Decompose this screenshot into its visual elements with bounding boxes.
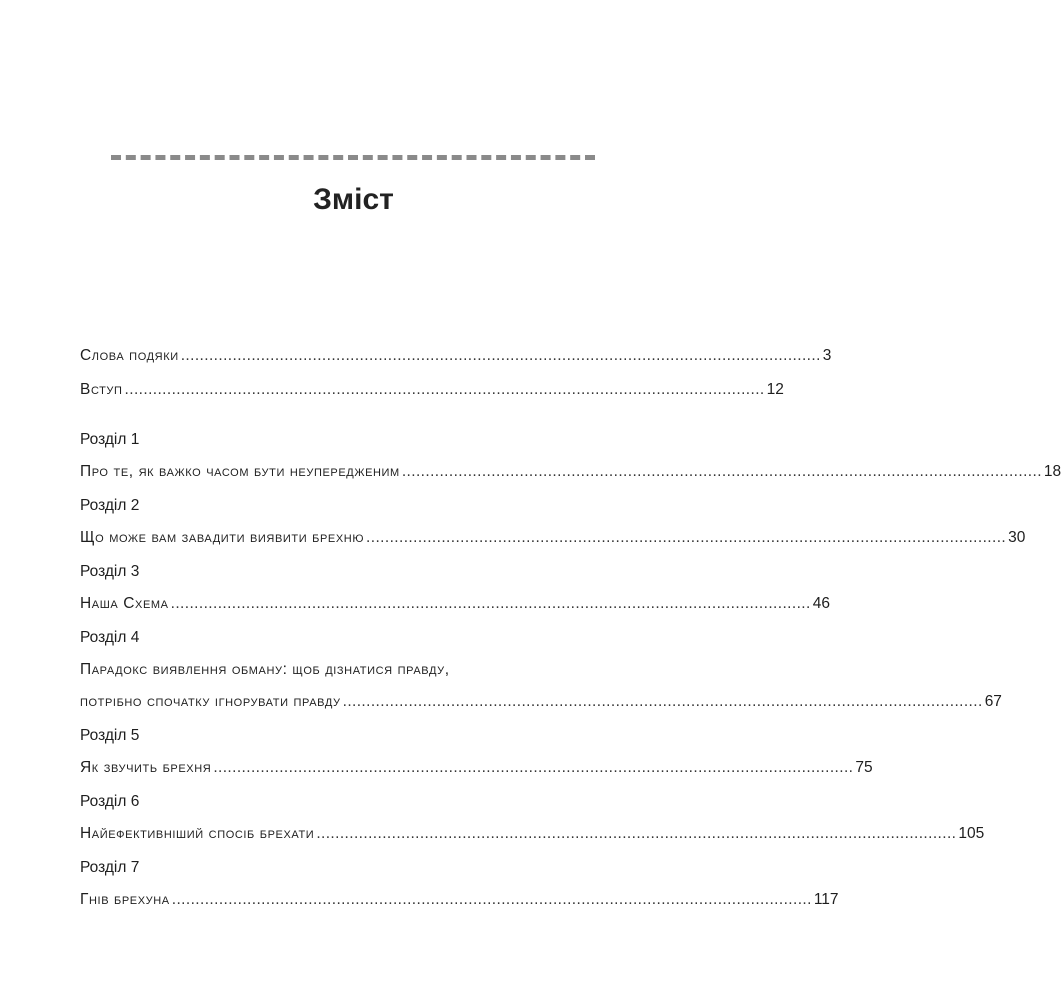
chapter-label: Розділ 6 [80, 793, 140, 810]
dot-leader: ........................................................................................................................................ [170, 595, 811, 612]
toc-entry-title: Що може вам завадити виявити брехню [80, 529, 365, 546]
dashed-divider [111, 155, 595, 160]
toc-page-number: 18 [1043, 463, 1061, 480]
toc-entry [80, 340, 832, 372]
dot-leader: ........................................................................................................................................ [180, 347, 821, 364]
chapter-label: Розділ 5 [80, 727, 140, 744]
toc-entry [80, 786, 985, 850]
dot-leader: ........................................................................................................................................ [401, 463, 1042, 480]
page-title: Зміст [313, 183, 394, 216]
toc-entry [80, 490, 1026, 554]
toc-entry [80, 622, 1002, 718]
dot-leader: ........................................................................................................................................ [124, 381, 765, 398]
toc-page-number: 105 [958, 825, 985, 842]
dot-leader: ........................................................................................................................................ [171, 891, 812, 908]
toc-page-number: 3 [822, 347, 832, 364]
toc-page-number: 75 [855, 759, 873, 776]
chapter-label: Розділ 2 [80, 497, 140, 514]
toc-line [80, 374, 784, 406]
toc-entry-title: Про те, як важко часом бути неупередженим [80, 463, 400, 480]
toc-page-number: 46 [812, 595, 830, 612]
chapter-label: Розділ 4 [80, 629, 140, 646]
toc-page-number: 12 [766, 381, 784, 398]
toc-entry-title: Слова подяки [80, 347, 179, 364]
toc-entry-title: Парадокс виявлення обману: щоб дізнатися правду, [80, 661, 450, 678]
toc-entry-title: Вступ [80, 381, 123, 398]
toc-entry-title: Як звучить брехня [80, 759, 212, 776]
dot-leader: ........................................................................................................................................ [213, 759, 854, 776]
toc-line [80, 654, 624, 686]
toc-entry [80, 556, 830, 620]
toc-line [80, 686, 1002, 718]
toc-line [80, 752, 873, 784]
table-of-contents [80, 340, 1061, 916]
toc-entry-title-continued: потрібно спочатку ігнорувати правду [80, 693, 341, 710]
chapter-label: Розділ 1 [80, 431, 140, 448]
toc-page-number: 117 [813, 891, 839, 908]
dot-leader: ........................................................................................................................................ [366, 529, 1007, 546]
toc-page-number: 30 [1008, 529, 1026, 546]
toc-page-number: 67 [984, 693, 1002, 710]
toc-line [80, 522, 1026, 554]
toc-line [80, 588, 830, 620]
chapter-label: Розділ 3 [80, 563, 140, 580]
toc-entry [80, 374, 784, 406]
toc-entry-title: Найефективніший спосіб брехати [80, 825, 315, 842]
toc-line [80, 456, 1061, 488]
dot-leader: ........................................................................................................................................ [316, 825, 957, 842]
chapter-label: Розділ 7 [80, 859, 140, 876]
toc-entry [80, 852, 839, 916]
toc-entry [80, 424, 1061, 488]
dot-leader: ........................................................................................................................................ [342, 693, 983, 710]
toc-entry [80, 720, 873, 784]
toc-line [80, 818, 985, 850]
toc-entry-title: Наша Схема [80, 595, 169, 612]
toc-line [80, 884, 839, 916]
toc-entry-title: Гнів брехуна [80, 891, 170, 908]
toc-line [80, 340, 832, 372]
